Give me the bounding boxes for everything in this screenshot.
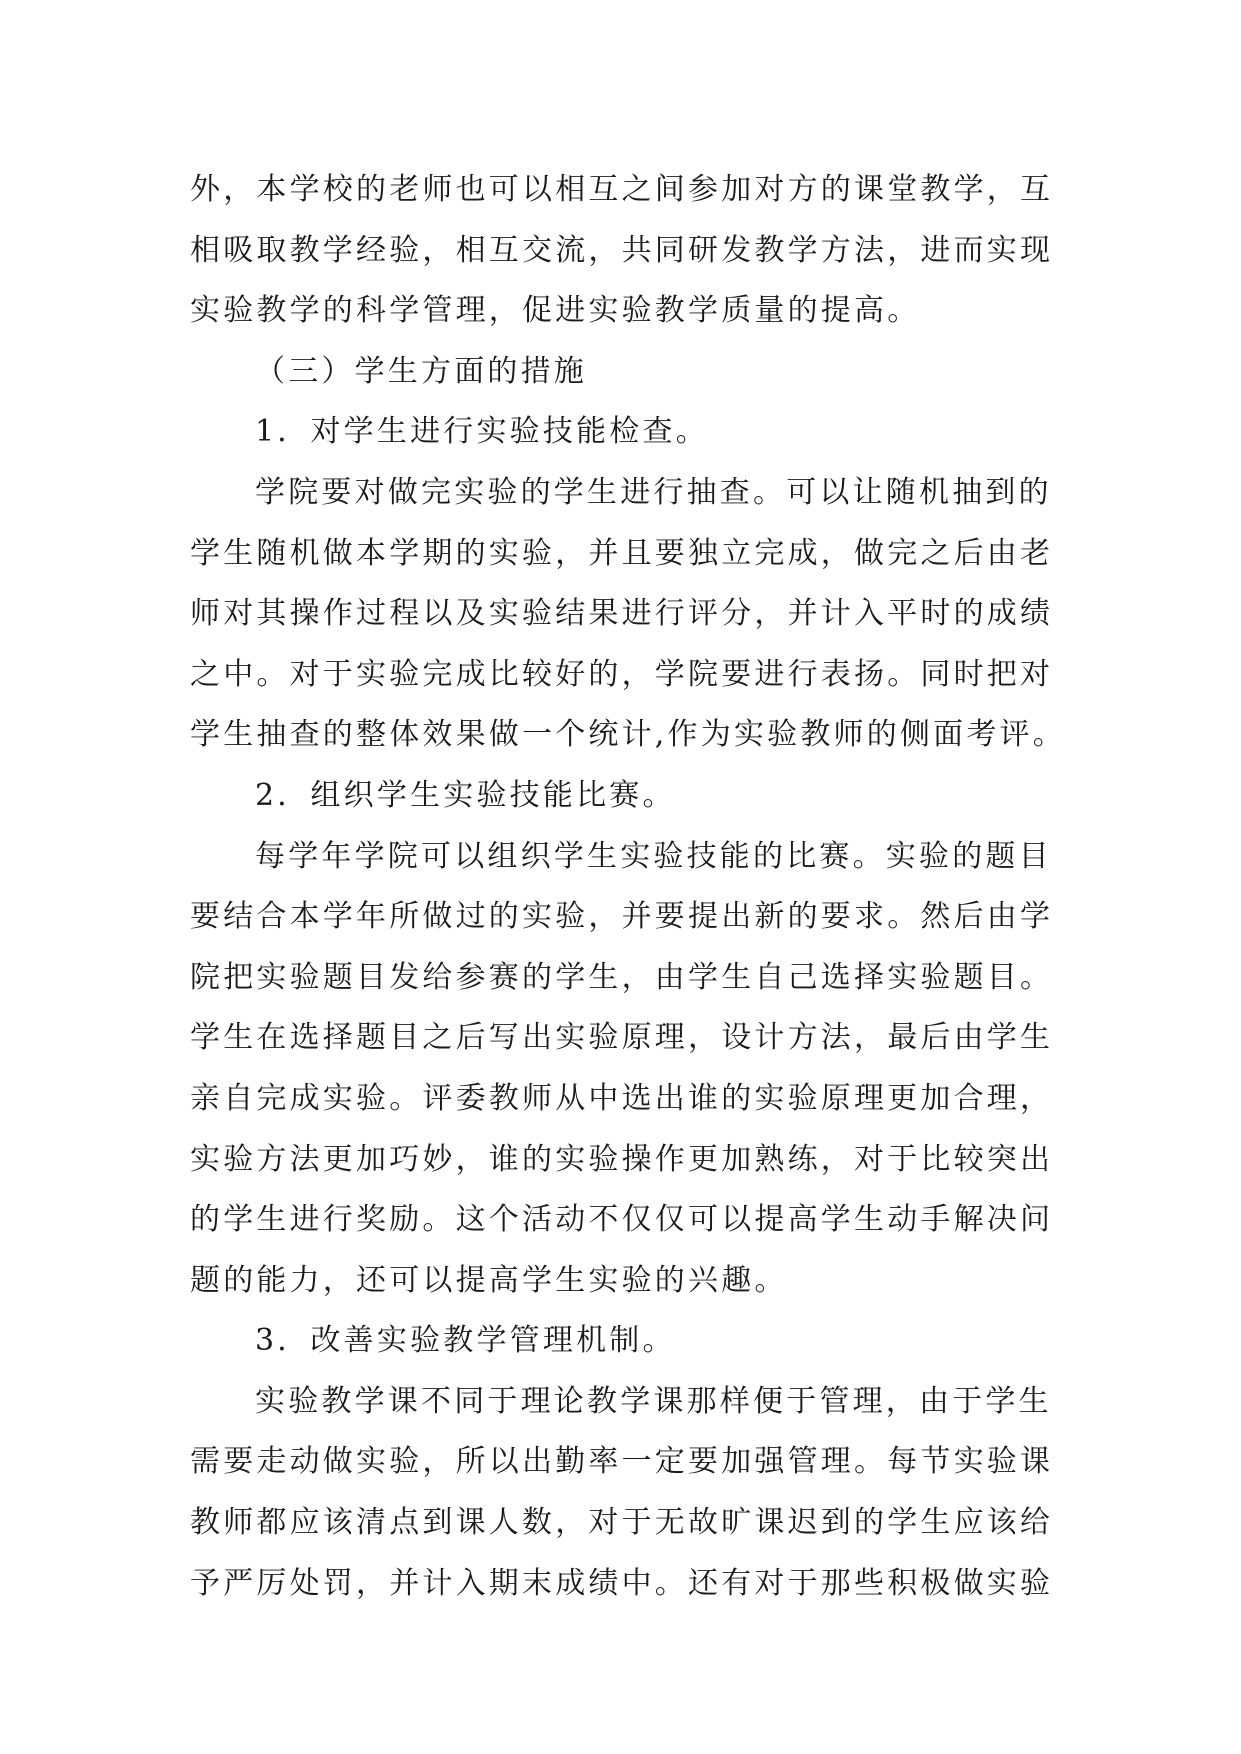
text-line: 之中。对于实验完成比较好的，学院要进行表扬。同时把对 [190, 656, 1054, 692]
text-line: 学院要对做完实验的学生进行抽查。可以让随机抽到的 [255, 474, 1052, 510]
text-line: 题的能力，还可以提高学生实验的兴趣。 [190, 1262, 788, 1298]
text-line: 予严厉处罚，并计入期末成绩中。还有对于那些积极做实验 [190, 1565, 1054, 1601]
text-line: 亲自完成实验。评委教师从中选出谁的实验原理更加合理， [190, 1080, 1054, 1116]
text-line: 教师都应该清点到课人数，对于无故旷课迟到的学生应该给 [190, 1505, 1054, 1541]
section-heading: （三）学生方面的措施 [255, 353, 587, 389]
text-line: 学生抽查的整体效果做一个统计,作为实验教师的侧面考评。 [190, 717, 1066, 753]
subsection-heading: 3．改善实验教学管理机制。 [255, 1323, 676, 1359]
text-line: 实验教学课不同于理论教学课那样便于管理，由于学生 [255, 1383, 1052, 1419]
text-line: 学生在选择题目之后写出实验原理，设计方法，最后由学生 [190, 1020, 1054, 1056]
text-line: 实验方法更加巧妙，谁的实验操作更加熟练，对于比较突出 [190, 1141, 1054, 1177]
text-line: 相吸取教学经验，相互交流，共同研发教学方法，进而实现 [190, 232, 1054, 268]
text-line: 需要走动做实验，所以出勤率一定要加强管理。每节实验课 [190, 1444, 1054, 1480]
text-line: 学生随机做本学期的实验，并且要独立完成，做完之后由老 [190, 535, 1054, 571]
text-line: 外，本学校的老师也可以相互之间参加对方的课堂教学，互 [190, 172, 1054, 207]
text-line: 要结合本学年所做过的实验，并要提出新的要求。然后由学 [190, 899, 1054, 935]
subsection-heading: 1．对学生进行实验技能检查。 [255, 414, 709, 450]
text-line: 师对其操作过程以及实验结果进行评分，并计入平时的成绩 [190, 596, 1054, 632]
text-line: 实验教学的科学管理，促进实验教学质量的提高。 [190, 293, 921, 329]
text-line: 院把实验题目发给参赛的学生，由学生自己选择实验题目。 [190, 959, 1054, 995]
text-line: 的学生进行奖励。这个活动不仅仅可以提高学生动手解决问 [190, 1202, 1054, 1238]
text-line: 每学年学院可以组织学生实验技能的比赛。实验的题目 [255, 838, 1052, 874]
subsection-heading: 2．组织学生实验技能比赛。 [255, 777, 676, 813]
body-text [190, 160, 1070, 1614]
